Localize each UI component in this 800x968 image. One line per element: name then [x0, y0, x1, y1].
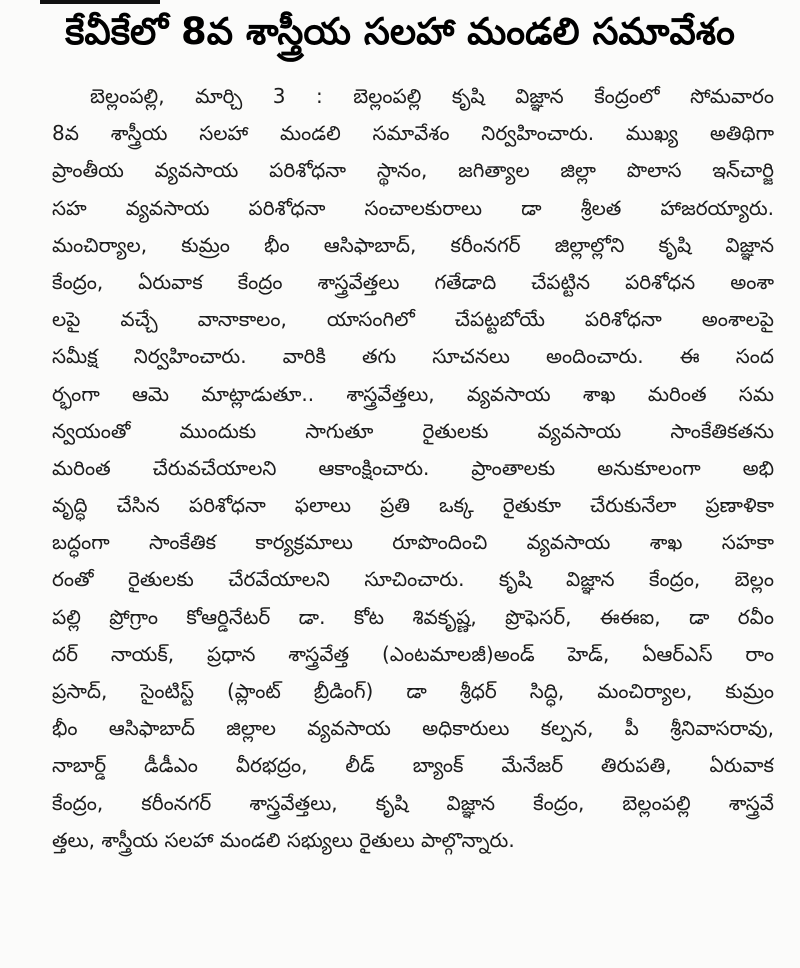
- article-line: సమీక్ష నిర్వహించారు. వారికి తగు సూచనలు అందించారు. ఈ సంద: [52, 344, 774, 369]
- article-line: మరింత చేరువచేయాలని ఆకాంక్షించారు. ప్రాంతాలకు అనుకూలంగా అభి: [52, 455, 774, 480]
- article-line: ప్రసాద్, సైంటిస్ట్ (ప్లాంట్ బ్రీడింగ్) డా శ్రీధర్ సిద్ధి, మంచిర్యాల, కుమ్రం: [52, 679, 774, 703]
- article-line: లపై వచ్చే వానాకాలం, యాసంగిలో చేపట్టబోయే పరిశోధనా అంశాలపై: [52, 307, 774, 332]
- article-line: రంతో రైతులకు చేరవేయాలని సూచించారు. కృషి విజ్ఞాన కేంద్రం, బెల్లం: [52, 567, 774, 592]
- article-line: మంచిర్యాల, కుమ్రం భీం ఆసిఫాబాద్, కరీంనగర్ జిల్లాల్లోని కృషి విజ్ఞాన: [52, 232, 774, 257]
- article-line: ర్భంగా ఆమె మాట్లాడుతూ.. శాస్త్రవేత్తలు, వ్యవసాయ శాఖ మరింత సమ: [52, 381, 774, 406]
- article-line: త్తలు, శాస్త్రీయ సలహా మండలి సభ్యులు రైతులు పాల్గొన్నారు.: [52, 827, 515, 852]
- article-line: 8వ శాస్త్రీయ సలహా మండలి సమావేశం నిర్వహించారు. ముఖ్య అతిథిగా: [52, 121, 774, 146]
- top-rule-divider: [40, 0, 160, 4]
- article-line: ప్రాంతీయ వ్యవసాయ పరిశోధనా స్థానం, జగిత్యాల జిల్లా పొలాస ఇన్‌చార్జి: [52, 158, 774, 183]
- article-line: దర్ నాయక్, ప్రధాన శాస్త్రవేత్త (ఎంటమాలజీ)అండ్ హెడ్, ఏఆర్ఎస్ రాం: [52, 641, 774, 666]
- article-line: వృద్ధి చేసిన పరిశోధనా ఫలాలు ప్రతి ఒక్క రైతుకూ చేరుకునేలా ప్రణాళికా: [52, 493, 774, 518]
- article-line: సహ వ్యవసాయ పరిశోధనా సంచాలకురాలు డా శ్రీలత హాజరయ్యారు.: [52, 195, 774, 220]
- article-line: బెల్లంపల్లి, మార్చి 3 : బెల్లంపల్లి కృషి విజ్ఞాన కేంద్రంలో సోమవారం: [90, 84, 774, 108]
- article-line: కేంద్రం, ఏరువాక కేంద్రం శాస్త్రవేత్తలు గతేడాది చేపట్టిన పరిశోధన అంశా: [52, 269, 774, 294]
- article-line: బద్ధంగా సాంకేతిక కార్యక్రమాలు రూపొందించి వ్యవసాయ శాఖ సహకా: [52, 530, 774, 555]
- article-line: భీం ఆసిఫాబాద్ జిల్లాల వ్యవసాయ అధికారులు కల్పన, పీ శ్రీనివాసరావు,: [52, 716, 774, 741]
- article-line: కేంద్రం, కరీంనగర్ శాస్త్రవేత్తలు, కృషి విజ్ఞాన కేంద్రం, బెల్లంపల్లి శాస్త్రవే: [52, 790, 774, 815]
- article-line: న్వయంతో ముందుకు సాగుతూ రైతులకు వ్యవసాయ సాంకేతికతను: [52, 418, 774, 443]
- article-line: పల్లి ప్రోగ్రాం కోఆర్డినేటర్ డా. కోట శివకృష్ణ, ప్రొఫెసర్, ఈఈఐ, డా రవీం: [52, 604, 774, 629]
- article-body: [52, 78, 774, 859]
- headline: కేవీకేలో 8వ శాస్త్రీయ సలహా మండలి సమావేశం: [65, 10, 735, 53]
- article-line: నాబార్డ్ డీడీఎం వీరభద్రం, లీడ్ బ్యాంక్ మేనేజర్ తిరుపతి, ఏరువాక: [52, 753, 774, 778]
